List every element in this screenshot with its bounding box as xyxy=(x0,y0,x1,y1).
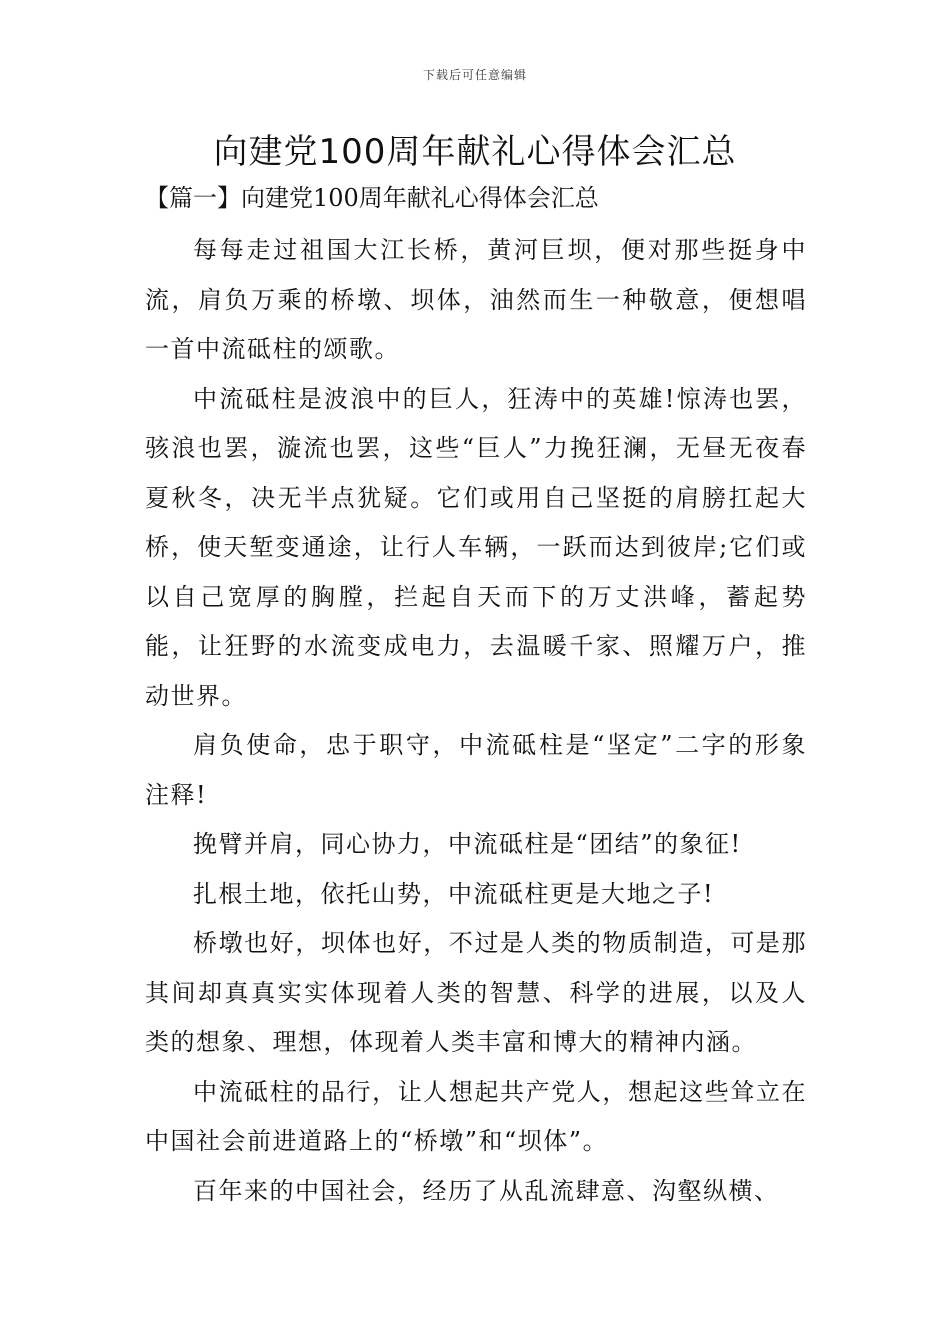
paragraph: 中流砥柱是波浪中的巨人，狂涛中的英雄!惊涛也罢，骇浪也罢，漩流也罢，这些“巨人”力挽狂澜，无昼无夜春夏秋冬，决无半点犹疑。它们或用自己坚挺的肩膀扛起大桥，使天堑变通途，让行人车辆，一跃而达到彼岸;它们或以自己宽厚的胸膛，拦起自天而下的万丈洪峰，蓄起势能，让狂野的水流变成电力，去温暖千家、照耀万户，推动世界。 xyxy=(145,384,807,710)
header-note: 下载后可任意编辑 xyxy=(422,68,527,82)
paragraph: 挽臂并肩，同心协力，中流砥柱是“团结”的象征! xyxy=(193,830,742,858)
paragraph: 每每走过祖国大江长桥，黄河巨坝，便对那些挺身中流，肩负万乘的桥墩、坝体，油然而生一种敬意，便想唱一首中流砥柱的颂歌。 xyxy=(145,236,807,363)
document-body xyxy=(145,226,807,1216)
paragraph: 中流砥柱的品行，让人想起共产党人，想起这些耸立在中国社会前进道路上的“桥墩”和“坝体”。 xyxy=(145,1077,807,1155)
paragraph: 肩负使命，忠于职守，中流砥柱是“坚定”二字的形象注释! xyxy=(145,731,807,809)
section-heading: 【篇一】向建党100周年献礼心得体会汇总 xyxy=(145,184,599,212)
document-title: 向建党100周年献礼心得体会汇总 xyxy=(213,132,737,172)
paragraph: 百年来的中国社会，经历了从乱流肆意、沟壑纵横、 xyxy=(193,1176,780,1205)
paragraph: 桥墩也好，坝体也好，不过是人类的物质制造，可是那其间却真真实实体现着人类的智慧、科学的进展，以及人类的想象、理想，体现着人类丰富和博大的精神内涵。 xyxy=(145,929,807,1056)
paragraph: 扎根土地，依托山势，中流砥柱更是大地之子! xyxy=(193,879,715,908)
